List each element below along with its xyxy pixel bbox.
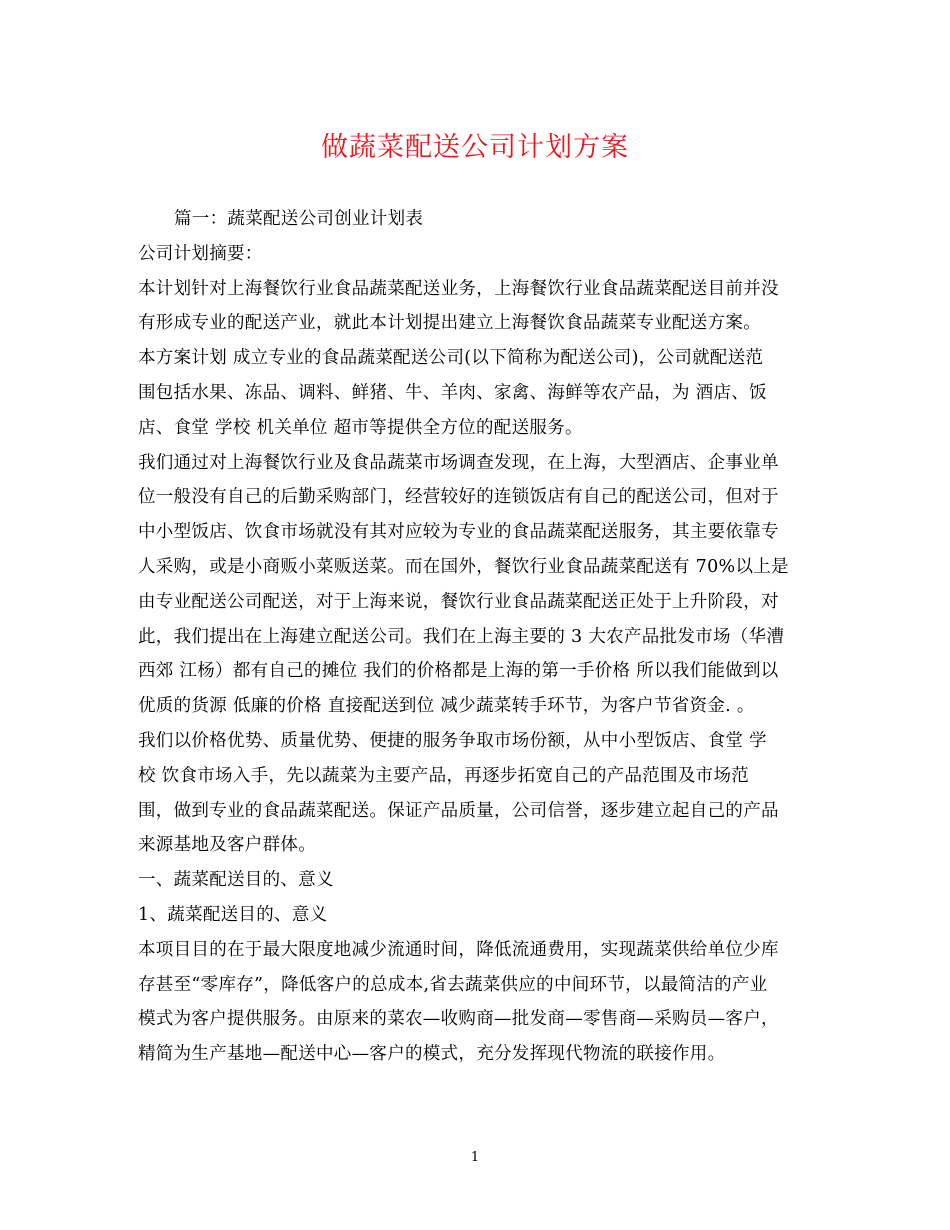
text-line: 优质的货源 低廉的价格 直接配送到位 减少蔬菜转手环节，为客户节省资金. 。 (138, 696, 755, 717)
text-line: 人采购，或是小商贩小菜贩送菜。而在国外，餐饮行业食品蔬菜配送有 70%以上是 (138, 556, 789, 577)
text-line: 公司计划摘要： (138, 243, 263, 264)
text-line: 本方案计划 成立专业的食品蔬菜配送公司(以下简称为配送公司)，公司就配送范 (138, 348, 764, 369)
text-line: 我们通过对上海餐饮行业及食品蔬菜市场调查发现，在上海，大型酒店、企事业单 (138, 452, 779, 473)
text-line: 模式为客户提供服务。由原来的菜农—收购商—批发商—零售商—采购员—客户， (138, 1009, 779, 1030)
document-title: 做蔬菜配送公司计划方案 (321, 132, 629, 163)
text-line: 来源基地及客户群体。 (138, 835, 316, 856)
text-line: 位一般没有自己的后勤采购部门，经营较好的连锁饭店有自己的配送公司，但对于 (138, 487, 779, 508)
document-body (138, 202, 814, 1072)
page-number: 1 (470, 1150, 480, 1165)
text-line: 有形成专业的配送产业，就此本计划提出建立上海餐饮食品蔬菜专业配送方案。 (138, 313, 761, 334)
text-line: 本计划针对上海餐饮行业食品蔬菜配送业务，上海餐饮行业食品蔬菜配送目前并没 (138, 278, 779, 299)
text-line: 围，做到专业的食品蔬菜配送。保证产品质量，公司信誉，逐步建立起自己的产品 (138, 800, 779, 821)
text-line: 本项目目的在于最大限度地减少流通时间，降低流通费用，实现蔬菜供给单位少库 (138, 939, 779, 960)
text-line: 店、食堂 学校 机关单位 超市等提供全方位的配送服务。 (138, 417, 583, 438)
text-line: 此，我们提出在上海建立配送公司。我们在上海主要的 3 大农产品批发市场（华漕 (138, 626, 785, 647)
section-heading: 篇一：蔬菜配送公司创业计划表 (174, 209, 424, 229)
text-line: 我们以价格优势、质量优势、便捷的服务争取市场份额，从中小型饭店、食堂 学 (138, 730, 767, 751)
text-line: 精简为生产基地—配送中心—客户的模式，充分发挥现代物流的联接作用。 (138, 1044, 726, 1065)
section-heading: 一、蔬菜配送目的、意义 (138, 870, 334, 891)
text-line: 中小型饭店、饮食市场就没有其对应较为专业的食品蔬菜配送服务，其主要依靠专 (138, 522, 779, 543)
text-line: 围包括水果、冻品、调料、鲜猪、牛、羊肉、家禽、海鲜等农产品，为 酒店、饭 (138, 382, 767, 403)
text-line: 西郊 江杨）都有自己的摊位 我们的价格都是上海的第一手价格 所以我们能做到以 (138, 661, 779, 682)
text-line: 由专业配送公司配送，对于上海来说，餐饮行业食品蔬菜配送正处于上升阶段，对 (138, 591, 779, 612)
subsection-heading: 1、蔬菜配送目的、意义 (138, 904, 328, 925)
text-line: 校 饮食市场入手，先以蔬菜为主要产品，再逐步拓宽自己的产品范围及市场范 (138, 765, 750, 786)
text-line: 存甚至“零库存”，降低客户的总成本,省去蔬菜供应的中间环节，以最简洁的产业 (138, 974, 768, 995)
